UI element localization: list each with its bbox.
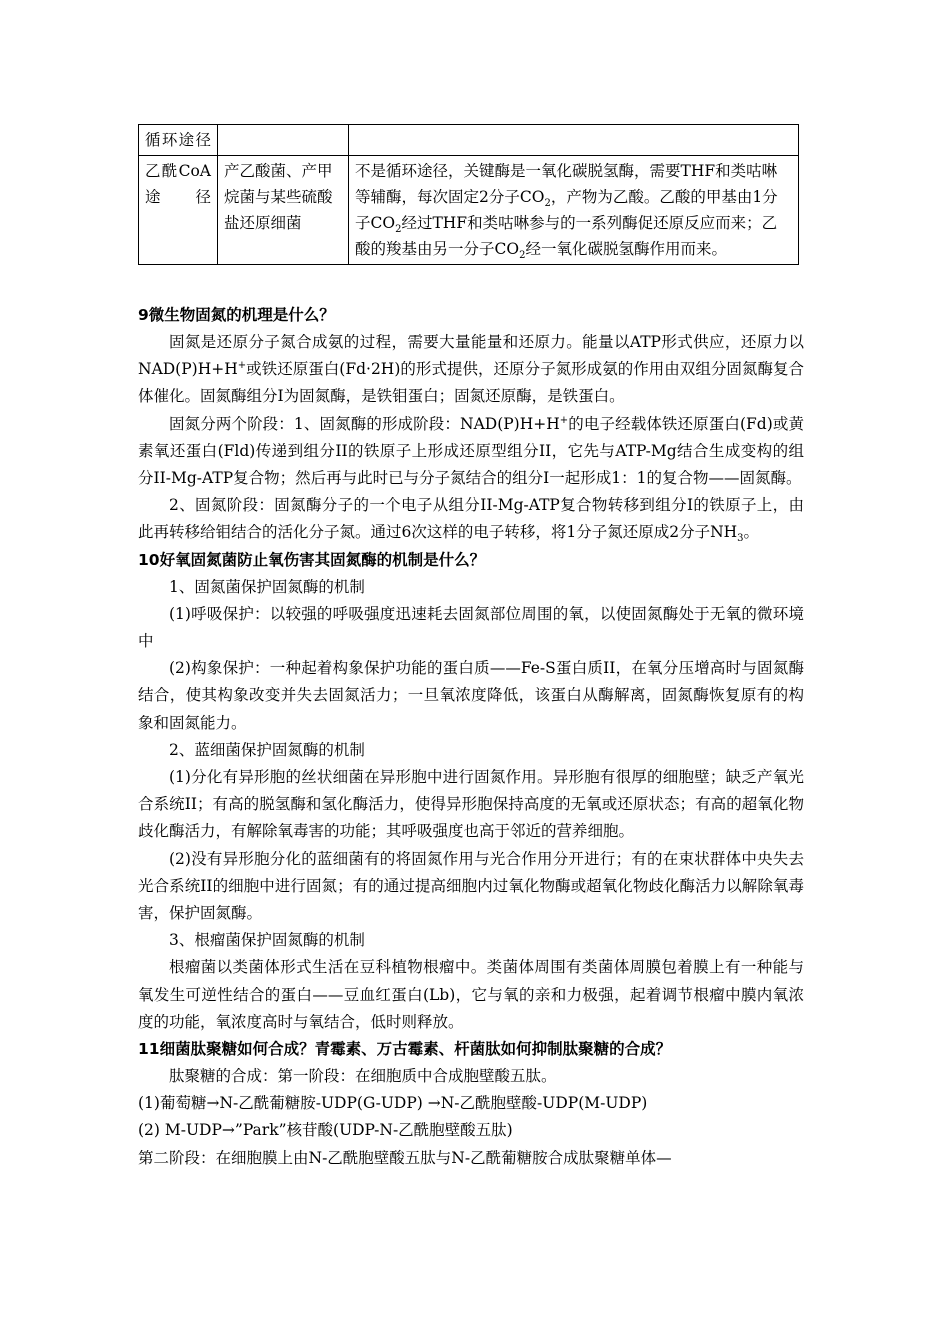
table-cell-organisms [218, 125, 349, 156]
table-cell-pathway: 乙酰CoA途径 [139, 156, 218, 265]
paragraph: (2) M-UDP→”Park”核苷酸(UDP-N-乙酰胞壁酸五肽) [138, 1121, 513, 1140]
question-10-heading: 10好氧固氮菌防止氧伤害其固氮酶的机制是什么？ [138, 550, 486, 569]
table-cell-organisms: 产乙酸菌、产甲烷菌与某些硫酸盐还原细菌 [218, 156, 349, 265]
question-11-heading: 11细菌肽聚糖如何合成？青霉素、万古霉素、杆菌肽如何抑制肽聚糖的合成？ [138, 1040, 672, 1059]
paragraph: 肽聚糖的合成：第一阶段：在细胞质中合成胞壁酸五肽。 [169, 1067, 557, 1086]
subheading: 2、蓝细菌保护固氮酶的机制 [169, 740, 365, 759]
table-row [139, 156, 799, 265]
paragraph: (1)分化有异形胞的丝状细菌在异形胞中进行固氮作用。异形胞有很厚的细胞壁；缺乏产氧光合系统II；有高的脱氢酶和氢化酶活力，使得异形胞保持高度的无氧或还原状态；有高的超氧化物歧化酶活力，有解除氧毒害的功能；其呼吸强度也高于邻近的营养细胞。 [138, 768, 804, 841]
paragraph: (1)呼吸保护：以较强的呼吸强度迅速耗去固氮部位周围的氧，以使固氮酶处于无氧的微环境中 [138, 604, 804, 651]
paragraph: 固氮分两个阶段：1、固氮酶的形成阶段：NAD(P)H+H+的电子经载体铁还原蛋白(Fd)或黄素氧还蛋白(Fld)传递到组分II的铁原子上形成还原型组分II，它先与ATP-Mg结合生成变构的组分II-Mg-ATP复合物；然后再与此时已与分子氮结合的组分I一起形成1：1的复合物——固氮酶。 [138, 414, 804, 488]
paragraph: 第二阶段：在细胞膜上由N-乙酰胞壁酸五肽与N-乙酰葡糖胺合成肽聚糖单体— [138, 1148, 672, 1167]
carbon-fixation-table [138, 124, 799, 265]
table-row [139, 125, 799, 156]
table-cell-description [349, 125, 799, 156]
document-body [138, 302, 804, 1172]
paragraph: 2、固氮阶段：固氮酶分子的一个电子从组分II-Mg-ATP复合物转移到组分I的铁原子上，由此再转移给钼结合的活化分子氮。通过6次这样的电子转移，将1分子氮还原成2分子$NH_3$。 [138, 496, 804, 545]
paragraph: 根瘤菌以类菌体形式生活在豆科植物根瘤中。类菌体周围有类菌体周膜包着膜上有一种能与氧发生可逆性结合的蛋白——豆血红蛋白(Lb)，它与氧的亲和力极强，起着调节根瘤中膜内氧浓度的功能，氧浓度高时与氧结合，低时则释放。 [138, 958, 804, 1031]
paragraph: (1)葡萄糖→N-乙酰葡糖胺-UDP(G-UDP) →N-乙酰胞壁酸-UDP(M-UDP) [138, 1094, 648, 1113]
paragraph: 固氮是还原分子氮合成氨的过程，需要大量能量和还原力。能量以ATP形式供应，还原力以NAD(P)H+H+或铁还原蛋白(Fd·2H)的形式提供，还原分子氮形成氨的作用由双组分固氮酶复合体催化。固氮酶组分I为固氮酶，是铁钼蛋白；固氮还原酶，是铁蛋白。 [138, 333, 804, 406]
table-cell-description: 不是循环途径，关键酶是一氧化碳脱氢酶，需要THF和类咕啉等辅酶，每次固定2分子$CO_2$，产物为乙酸。乙酸的甲基由1分子$CO_2$经过THF和类咕啉参与的一系列酶促还原反应而来；乙酸的羧基由另一分子$CO_2$经一氧化碳脱氢酶作用而来。 [349, 156, 799, 265]
paragraph: (2)没有异形胞分化的蓝细菌有的将固氮作用与光合作用分开进行；有的在束状群体中央失去光合系统II的细胞中进行固氮；有的通过提高细胞内过氧化物酶或超氧化物歧化酶活力以解除氧毒害，保护固氮酶。 [138, 849, 804, 923]
paragraph: (2)构象保护：一种起着构象保护功能的蛋白质——Fe-S蛋白质II，在氧分压增高时与固氮酶结合，使其构象改变并失去固氮活力；一旦氧浓度降低，该蛋白从酶解离，固氮酶恢复原有的构象和固氮能力。 [138, 659, 804, 732]
subheading: 3、根瘤菌保护固氮酶的机制 [169, 931, 365, 950]
question-9-heading: 9微生物固氮的机理是什么？ [138, 306, 335, 324]
table-cell-pathway: 循环途径 [139, 125, 218, 156]
subheading: 1、固氮菌保护固氮酶的机制 [169, 577, 365, 596]
